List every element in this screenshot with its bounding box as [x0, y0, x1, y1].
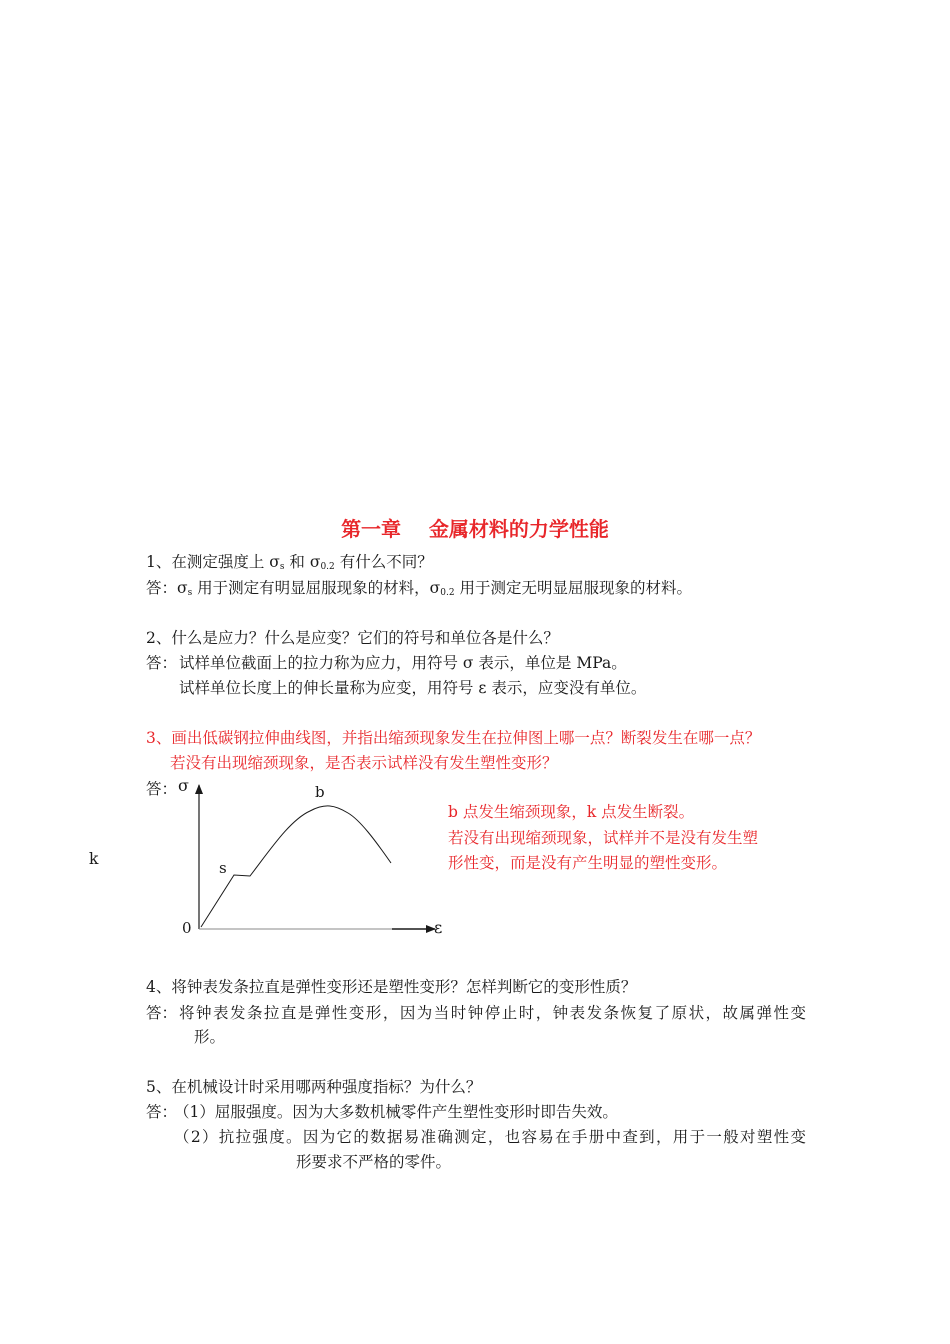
- x-axis-label: ε: [434, 918, 443, 937]
- answer-3-line-2: 若没有出现缩颈现象，试样并不是没有发生塑: [448, 829, 759, 847]
- answer-3-line-1: b 点发生缩颈现象，k 点发生断裂。: [448, 803, 695, 821]
- point-b-label: b: [315, 783, 325, 801]
- question-3-line-1: 3、画出低碳钢拉伸曲线图，并指出缩颈现象发生在拉伸图上哪一点？断裂发生在哪一点？: [146, 729, 761, 747]
- answer-2-line-1: 试样单位截面上的拉力称为应力，用符号 σ 表示，单位是 MPa。: [179, 654, 627, 672]
- question-1: 1、在测定强度上 $\sigma_s$ 和 $\sigma_{0.2}$ 有什么不同？: [146, 553, 433, 572]
- answer-3-line-3: 形性变，而是没有产生明显的塑性变形。: [448, 854, 728, 872]
- point-k-label: k: [89, 850, 99, 868]
- answer-4-prefix: 答：: [146, 1004, 178, 1022]
- stress-strain-diagram: [160, 775, 460, 945]
- chapter-title: 第一章 金属材料的力学性能: [341, 517, 609, 541]
- answer-4-line-1: 将钟表发条拉直是弹性变形，因为当时钟停止时，钟表发条恢复了原状，故属弹性变: [179, 1004, 806, 1022]
- answer-3-prefix: 答：: [146, 780, 178, 798]
- answer-5-prefix: 答：: [146, 1103, 178, 1121]
- answer-5-line-3: 形要求不严格的零件。: [296, 1153, 452, 1171]
- point-s-label: s: [219, 859, 227, 877]
- answer-2-prefix: 答：: [146, 654, 178, 672]
- y-axis-label: σ: [178, 776, 189, 795]
- answer-1: 答：$\sigma_s$ 用于测定有明显屈服现象的材料，$\sigma_{0.2}$ 用于测定无明显屈服现象的材料。: [146, 579, 692, 598]
- question-4: 4、将钟表发条拉直是弹性变形还是塑性变形？怎样判断它的变形性质？: [146, 978, 637, 996]
- tensile-curve: [201, 806, 391, 927]
- origin-label: 0: [182, 919, 192, 937]
- question-3-line-2: 若没有出现缩颈现象，是否表示试样没有发生塑性变形？: [170, 754, 558, 772]
- question-2: 2、什么是应力？什么是应变？它们的符号和单位各是什么？: [146, 629, 559, 647]
- answer-5-line-2: （2）抗拉强度。因为它的数据易准确测定，也容易在手册中查到，用于一般对塑性变: [174, 1128, 806, 1146]
- question-5: 5、在机械设计时采用哪两种强度指标？为什么？: [146, 1078, 482, 1096]
- answer-5-line-1: （1）屈服强度。因为大多数机械零件产生塑性变形时即告失效。: [174, 1103, 618, 1121]
- answer-2-line-2: 试样单位长度上的伸长量称为应变，用符号 ε 表示，应变没有单位。: [179, 679, 647, 697]
- answer-4-line-2: 形。: [194, 1028, 226, 1046]
